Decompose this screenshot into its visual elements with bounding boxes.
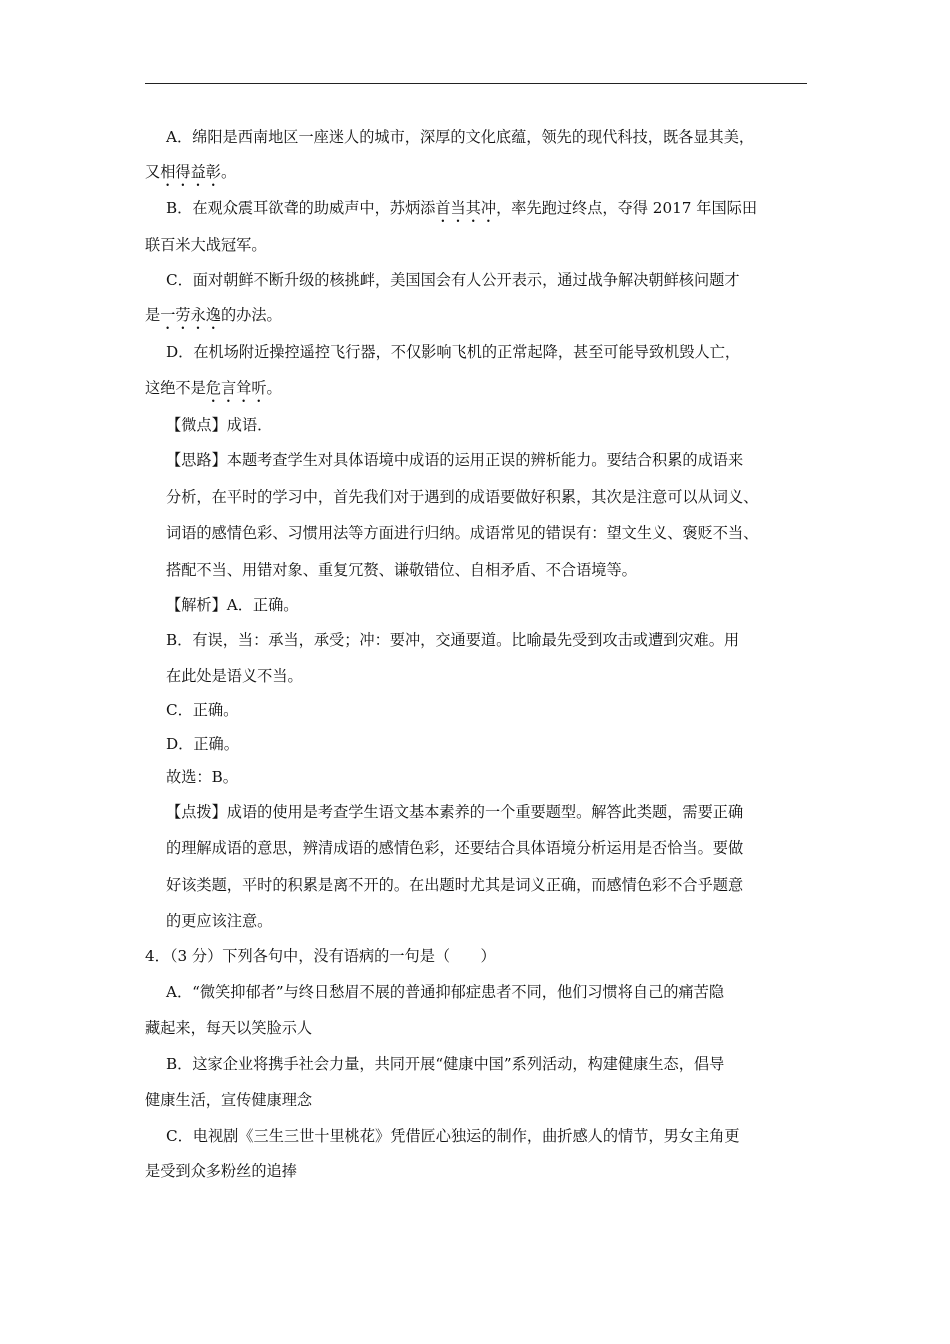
q4-option-b-line2: 健康生活，宣传健康理念 — [145, 1091, 313, 1109]
q3-option-b-idiom: 首当其冲 — [435, 199, 497, 217]
q3-option-a-line2 — [145, 162, 236, 190]
q3-option-a-line2-post: 。 — [220, 163, 237, 181]
q3-dianbo-line: 的理解成语的意思，辨清成语的感情色彩，还要结合具体语境分析运用是否恰当。要做 — [166, 839, 744, 857]
q3-silu-line: 分析，在平时的学习中，首先我们对于遇到的成语要做好积累，其次是注意可以从词义、 — [166, 488, 759, 506]
q3-option-b-line1-post: ，率先跑过终点，夺得 2017 年国际田 — [496, 199, 758, 217]
q3-dianbo-line: 【点拨】成语的使用是考查学生语文基本素养的一个重要题型。解答此类题，需要正确 — [166, 803, 744, 821]
q3-option-c-line2-post: 的办法。 — [220, 306, 282, 324]
q3-option-b-line1-pre: B．在观众震耳欲聋的助威声中，苏炳添 — [166, 199, 436, 217]
header-rule — [145, 83, 807, 84]
q3-option-d-line2 — [145, 378, 282, 406]
q3-weidian: 【微点】成语． — [166, 416, 273, 434]
q4-option-a-line1: A．“微笑抑郁者”与终日愁眉不展的普通抑郁症患者不同，他们习惯将自己的痛苦隐 — [166, 983, 725, 1001]
q3-jiexi-line: C．正确。 — [166, 701, 239, 719]
q4-option-b-line1: B．这家企业将携手社会力量，共同开展“健康中国”系列活动，构建健康生态，倡导 — [166, 1055, 725, 1073]
q4-option-c-line2: 是受到众多粉丝的追捧 — [145, 1162, 297, 1180]
q3-jiexi-line: 在此处是语义不当。 — [166, 667, 303, 685]
q3-option-d-line1: D．在机场附近操控遥控飞行器，不仅影响飞机的正常起降，甚至可能导致机毁人亡， — [166, 343, 741, 361]
q3-silu-line: 词语的感情色彩、习惯用法等方面进行归纳。成语常见的错误有：望文生义、褒贬不当、 — [166, 524, 759, 542]
q3-option-b-line2: 联百米大战冠军。 — [145, 236, 267, 254]
q3-option-c-line2-pre: 是 — [145, 306, 161, 324]
q3-option-c-line1: C．面对朝鲜不断升级的核挑衅，美国国会有人公开表示，通过战争解决朝鲜核问题才 — [166, 271, 740, 289]
q3-dianbo-line: 的更应该注意。 — [166, 912, 273, 930]
q3-jiexi-line: 【解析】A．正确。 — [166, 596, 299, 614]
q3-option-c-idiom: 一劳永逸 — [160, 306, 221, 324]
q3-dianbo-line: 好该类题，平时的积累是离不开的。在出题时尤其是词义正确，而感情色彩不合乎题意 — [166, 876, 744, 894]
q3-option-d-line2-pre: 这绝不是 — [145, 379, 206, 397]
q3-silu-line: 【思路】本题考查学生对具体语境中成语的运用正误的辨析能力。要结合积累的成语来 — [166, 451, 744, 469]
q3-option-a-line1: A．绵阳是西南地区一座迷人的城市，深厚的文化底蕴，领先的现代科技，既各显其美， — [166, 128, 755, 146]
q3-jiexi-line: D．正确。 — [166, 735, 239, 753]
q3-option-a-line2-pre: 又 — [145, 163, 161, 181]
q3-option-d-line2-post: 。 — [266, 379, 282, 397]
q4-option-c-line1: C．电视剧《三生三世十里桃花》凭借匠心独运的制作，曲折感人的情节，男女主角更 — [166, 1127, 740, 1145]
q3-option-b-line1 — [166, 198, 757, 226]
q4-option-a-line2: 藏起来，每天以笑脸示人 — [145, 1019, 313, 1037]
q3-silu-line: 搭配不当、用错对象、重复冗赘、谦敬错位、自相矛盾、不合语境等。 — [166, 561, 637, 579]
q3-option-d-idiom: 危言耸听 — [205, 379, 267, 397]
q4-stem: 4．（3 分）下列各句中，没有语病的一句是（ ） — [145, 947, 496, 965]
q3-option-a-idiom: 相得益彰 — [160, 163, 221, 181]
q3-jiexi-line: B．有误，当：承当，承受；冲：要冲，交通要道。比喻最先受到攻击或遭到灾难。用 — [166, 631, 740, 649]
q3-option-c-line2 — [145, 305, 282, 333]
q3-answer: 故选：B。 — [166, 768, 238, 786]
